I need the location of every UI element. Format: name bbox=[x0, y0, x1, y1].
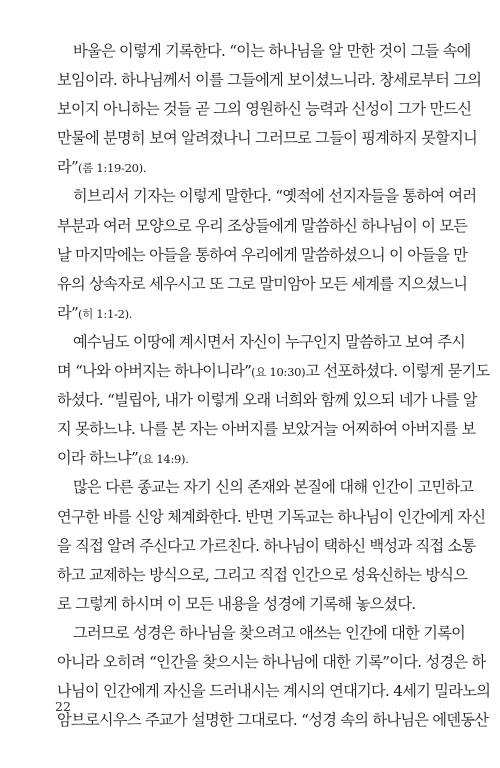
text-line: 하고 교제하는 방식으로, 그리고 직접 인간으로 성육신하는 방식으 bbox=[57, 565, 468, 584]
text-line: 지 못하느냐. 나를 본 자는 아버지를 보았거늘 어찌하여 아버지를 보 bbox=[57, 420, 476, 439]
text-line: 날 마지막에는 아들을 통하여 우리에게 말씀하셨으니 이 아들을 만 bbox=[57, 245, 468, 264]
scripture-reference: (요 14:9). bbox=[138, 452, 189, 467]
scripture-reference: (요 10:30) bbox=[251, 365, 306, 380]
text-line: 암브로시우스 주교가 설명한 그대로다. “성경 속의 하나님은 에덴동산 bbox=[57, 711, 489, 730]
text-line: 바울은 이렇게 기록한다. “이는 하나님을 알 만한 것이 그들 속에 bbox=[73, 42, 471, 60]
scripture-reference: (롬 1:19-20). bbox=[78, 161, 147, 176]
text-line: 보임이라. 하나님께서 이를 그들에게 보이셨느니라. 창세로부터 그의 bbox=[57, 71, 482, 90]
text-fragment: 라” bbox=[57, 303, 79, 322]
text-line: 히브리서 기자는 이렇게 말한다. “옛적에 선지자들을 통하여 여러 bbox=[73, 187, 477, 206]
text-line: 만물에 분명히 보여 알려졌나니 그러므로 그들이 핑계하지 못할지니 bbox=[57, 129, 478, 148]
text-line: 유의 상속자로 세우시고 또 그로 말미암아 모든 세계를 지으셨느니 bbox=[57, 274, 468, 293]
text-line bbox=[57, 357, 490, 386]
text-line: 예수님도 이땅에 계시면서 자신이 누구인지 말씀하고 보여 주시 bbox=[73, 332, 466, 351]
text-line: 부분과 여러 모양으로 우리 조상들에게 말씀하신 하나님이 이 모든 bbox=[57, 216, 468, 235]
text-line: 보이지 아니하는 것들 곧 그의 영원하신 능력과 신성이 그가 만드신 bbox=[57, 100, 472, 119]
text-fragment: 며 “나와 아버지는 하나이니라” bbox=[57, 362, 252, 381]
body-text bbox=[57, 37, 491, 735]
page-number: 22 bbox=[55, 699, 71, 714]
text-line: 로 그렇게 하시며 이 모든 내용을 성경에 기록해 놓으셨다. bbox=[57, 594, 416, 613]
text-line: 나님이 인간에게 자신을 드러내시는 계시의 연대기다. 4세기 밀라노의 bbox=[57, 682, 491, 701]
text-fragment: 이라 하느냐” bbox=[57, 449, 139, 468]
text-line: 그러므로 성경은 하나님을 찾으려고 애쓰는 인간에 대한 기록이 bbox=[73, 623, 466, 642]
text-line bbox=[57, 153, 437, 182]
text-line bbox=[57, 444, 437, 473]
scripture-reference: (히 1:1-2). bbox=[78, 306, 133, 321]
text-fragment: 고 선포하셨다. 이렇게 묻기도 bbox=[305, 362, 490, 381]
text-line: 하셨다. “빌립아, 내가 이렇게 오래 너희와 함께 있으되 네가 나를 알 bbox=[57, 391, 477, 410]
text-line: 아니라 오히려 “인간을 찾으시는 하나님에 대한 기록”이다. 성경은 하 bbox=[57, 652, 486, 671]
text-line bbox=[57, 299, 437, 328]
text-line: 을 직접 알려 주신다고 가르친다. 하나님이 택하신 백성과 직접 소통 bbox=[57, 536, 476, 555]
text-line: 많은 다른 종교는 자기 신의 존재와 본질에 대해 인간이 고민하고 bbox=[73, 478, 474, 497]
text-fragment: 라” bbox=[57, 158, 79, 177]
text-line: 연구한 바를 신앙 체계화한다. 반면 기독교는 하나님이 인간에게 자신 bbox=[57, 507, 486, 526]
